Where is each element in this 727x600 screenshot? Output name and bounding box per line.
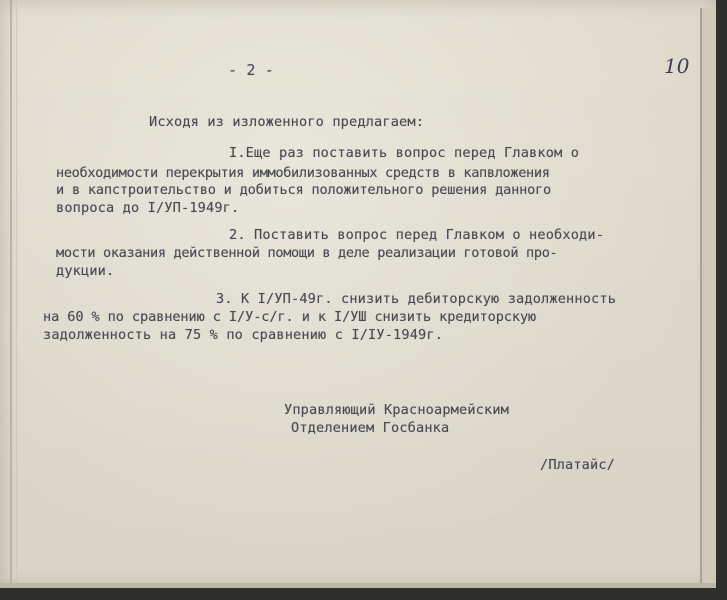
page-edge-right [700,8,716,583]
signature-title-line-2: Отделением Госбанка [291,420,450,436]
item-2-line-2: мости оказания действенной помощи в деле реализации готовой про- [56,245,558,261]
item-3-line-1: 3. К I/УП-49г. снизить дебиторскую задолженность [216,291,617,307]
item-1-line-3: и в капстроительство и добиться положительного решения данного [56,182,552,198]
item-1-line-2: необходимости перекрытия иммобилизованных средств в капвложения [56,165,550,181]
item-1-line-1: I.Еще раз поставить вопрос перед Главком о [229,145,580,161]
page-edge-left [10,0,12,588]
intro-line: Исходя из изложенного предлагаем: [149,114,425,130]
item-3-line-3: задолженность на 75 % по сравнению с I/IУ-1949г. [43,327,444,343]
page-number: - 2 - [228,61,274,79]
item-3-line-2: на 60 % по сравнению с I/У-с/г. и к I/УШ снизить кредиторскую [43,309,537,325]
item-2-line-1: 2. Поставить вопрос перед Главком о необходи- [229,227,605,243]
page-edge-bottom [0,583,716,588]
signature-title-line-1: Управляющий Красноармейским [284,402,510,418]
item-2-line-3: дукции. [56,263,115,279]
page-edge-left-inner [16,0,17,588]
item-1-line-4: вопроса до I/УП-1949г. [56,200,240,216]
signature-name: /Платайс/ [540,457,616,473]
handwritten-page-mark: 10 [664,54,690,78]
